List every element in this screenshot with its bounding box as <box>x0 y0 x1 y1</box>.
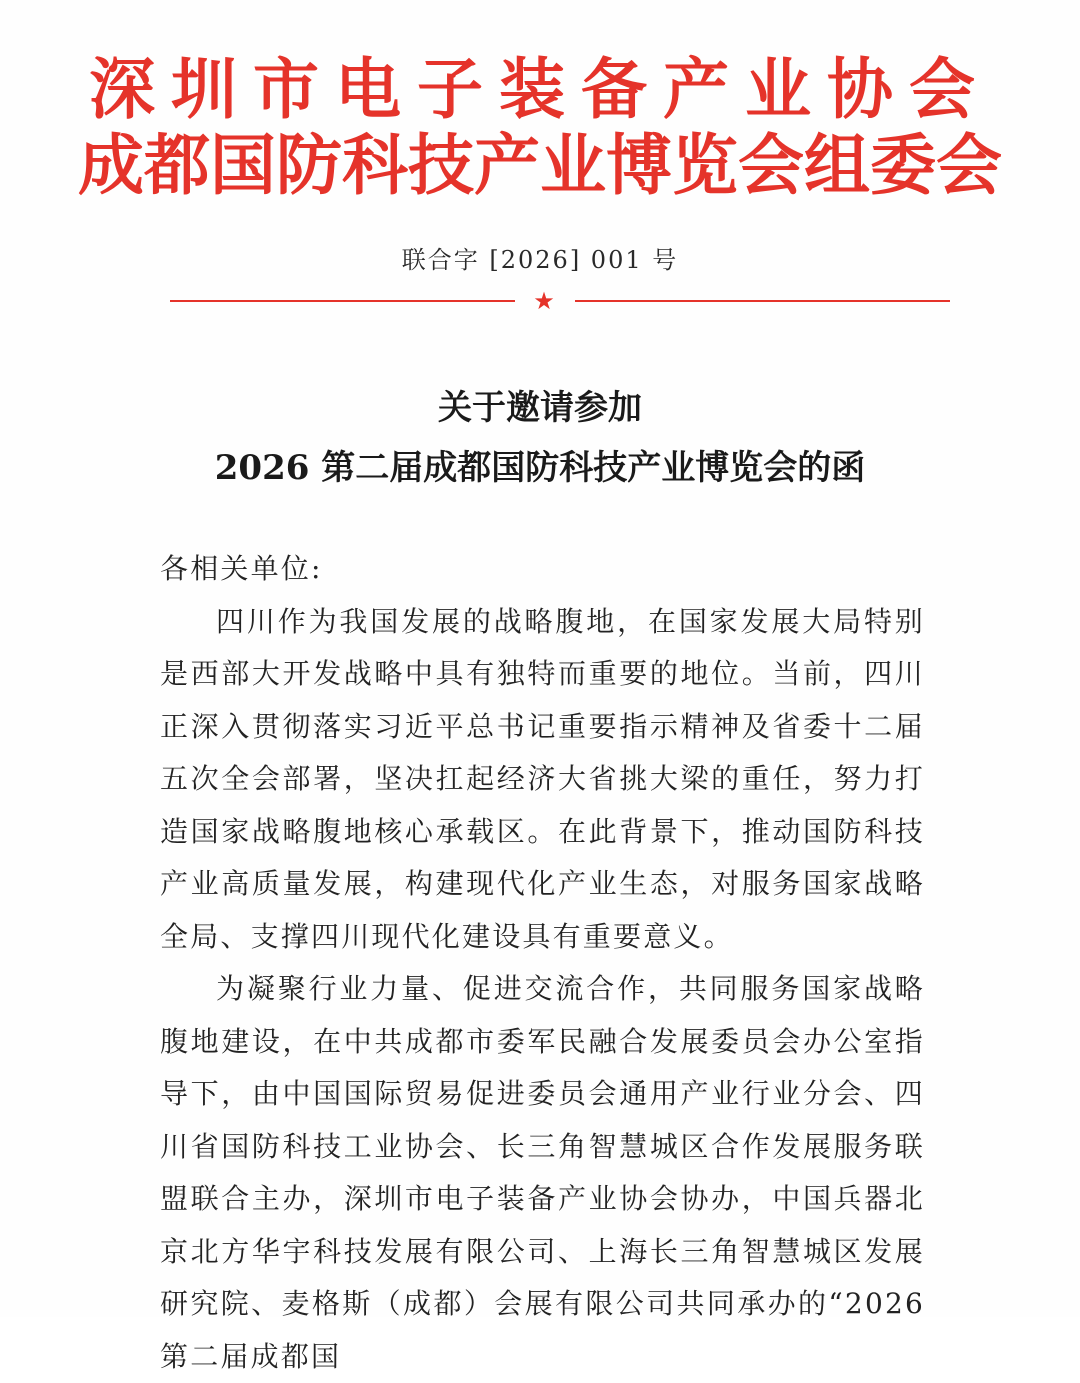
issuing-org-line-1: 深圳市电子装备产业协会 <box>89 51 991 128</box>
letter-body <box>160 543 925 1383</box>
letter-title-line-2: 2026 第二届成都国防科技产业博览会的函 <box>214 448 866 488</box>
body-paragraph-1: 四川作为我国发展的战略腹地，在国家发展大局特别是西部大开发战略中具有独特而重要的地位。当前，四川正深入贯彻落实习近平总书记重要指示精神及省委十二届五次全会部署，坚决扛起经济大省挑大梁的重任，努力打造国家战略腹地核心承载区。在此背景下，推动国防科技产业高质量发展，构建现代化产业生态，对服务国家战略全局、支撑四川现代化建设具有重要意义。 <box>160 604 925 953</box>
divider-line-right <box>575 300 950 302</box>
issuing-org-line-2: 成都国防科技产业博览会组委会 <box>78 127 1002 204</box>
letter-title-line-1: 关于邀请参加 <box>438 388 642 428</box>
document-number: 联合字 [2026] 001 号 <box>401 246 679 274</box>
divider-line-left <box>170 300 515 302</box>
body-paragraph-2: 为凝聚行业力量、促进交流合作，共同服务国家战略腹地建设，在中共成都市委军民融合发展委员会办公室指导下，由中国国际贸易促进委员会通用产业行业分会、四川省国防科技工业协会、长三角智慧城区合作发展服务联盟联合主办，深圳市电子装备产业协会协办，中国兵器北京北方华宇科技发展有限公司、上海长三角智慧城区发展研究院、麦格斯（成都）会展有限公司共同承办的“2026 第二届成都国 <box>160 972 925 1373</box>
salutation: 各相关单位: <box>160 552 323 585</box>
star-icon: ★ <box>533 287 555 315</box>
